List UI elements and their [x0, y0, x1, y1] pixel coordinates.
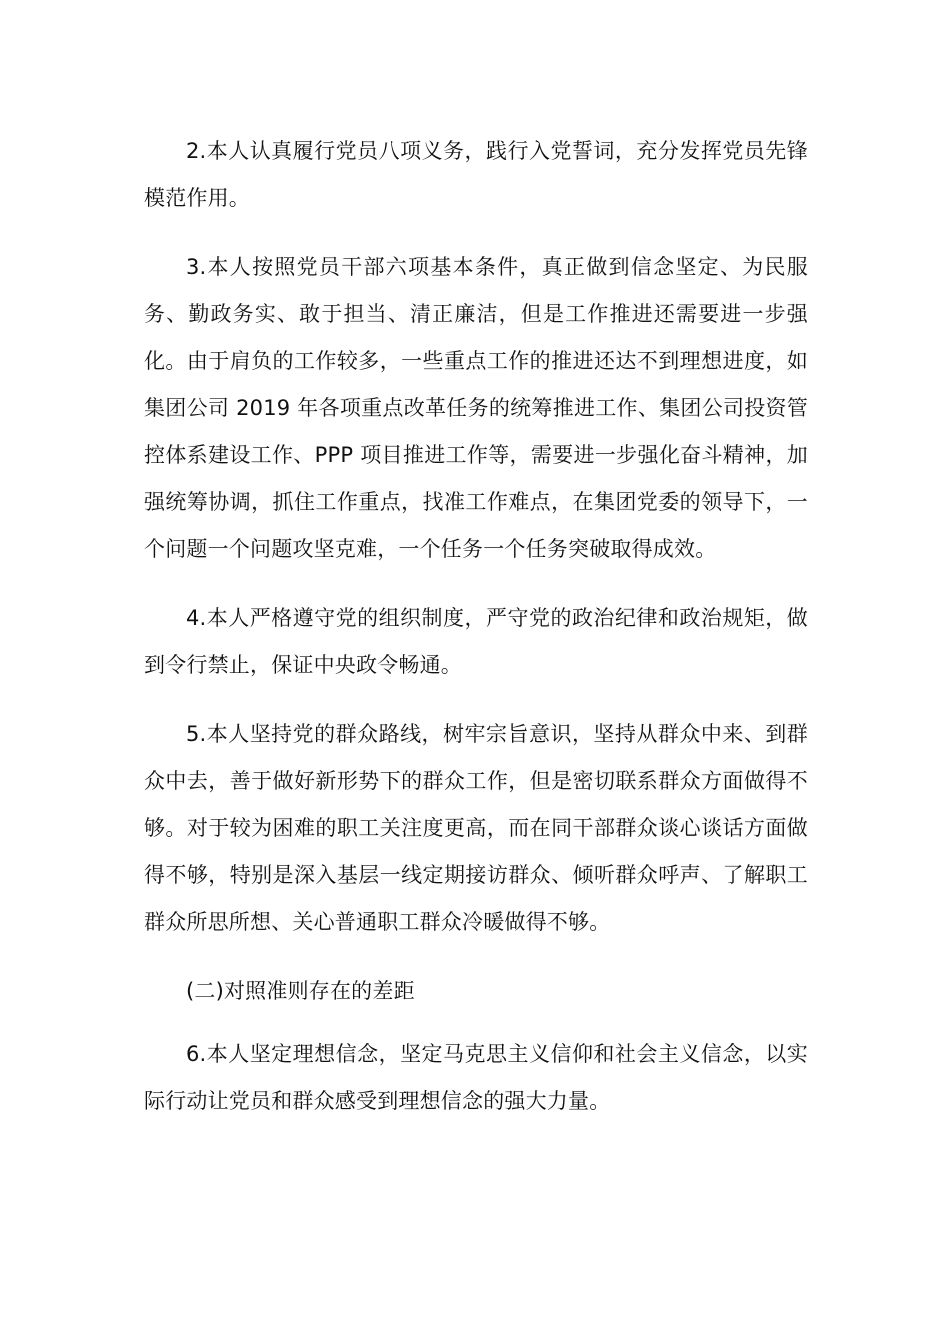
document-body [144, 128, 808, 1147]
paragraph-item-5: 5.本人坚持党的群众路线，树牢宗旨意识，坚持从群众中来、到群众中去，善于做好新形势下的群众工作，但是密切联系群众方面做得不够。对于较为困难的职工关注度更高，而在同干部群众谈心谈话方面做得不够，特别是深入基层一线定期接访群众、倾听群众呼声、了解职工群众所思所想、关心普通职工群众冷暖做得不够。 [144, 722, 808, 934]
paragraph-item-4: 4.本人严格遵守党的组织制度，严守党的政治纪律和政治规矩，做到令行禁止，保证中央政令畅通。 [144, 606, 808, 677]
paragraph-item-6: 6.本人坚定理想信念，坚定马克思主义信仰和社会主义信念，以实际行动让党员和群众感受到理想信念的强大力量。 [144, 1042, 808, 1113]
paragraph-item-2: 2.本人认真履行党员八项义务，践行入党誓词，充分发挥党员先锋模范作用。 [144, 139, 808, 210]
section-heading: (二)对照准则存在的差距 [186, 979, 415, 1003]
paragraph-item-3: 3.本人按照党员干部六项基本条件，真正做到信念坚定、为民服务、勤政务实、敢于担当、清正廉洁，但是工作推进还需要进一步强化。由于肩负的工作较多，一些重点工作的推进还达不到理想进度，如集团公司 2019 年各项重点改革任务的统筹推进工作、集团公司投资管控体系建设工作、PPP 项目推进工作等，需要进一步强化奋斗精神，加强统筹协调，抓住工作重点，找准工作难点，在集团党委的领导下，一个问题一个问题攻坚克难，一个任务一个任务突破取得成效。 [144, 255, 808, 561]
